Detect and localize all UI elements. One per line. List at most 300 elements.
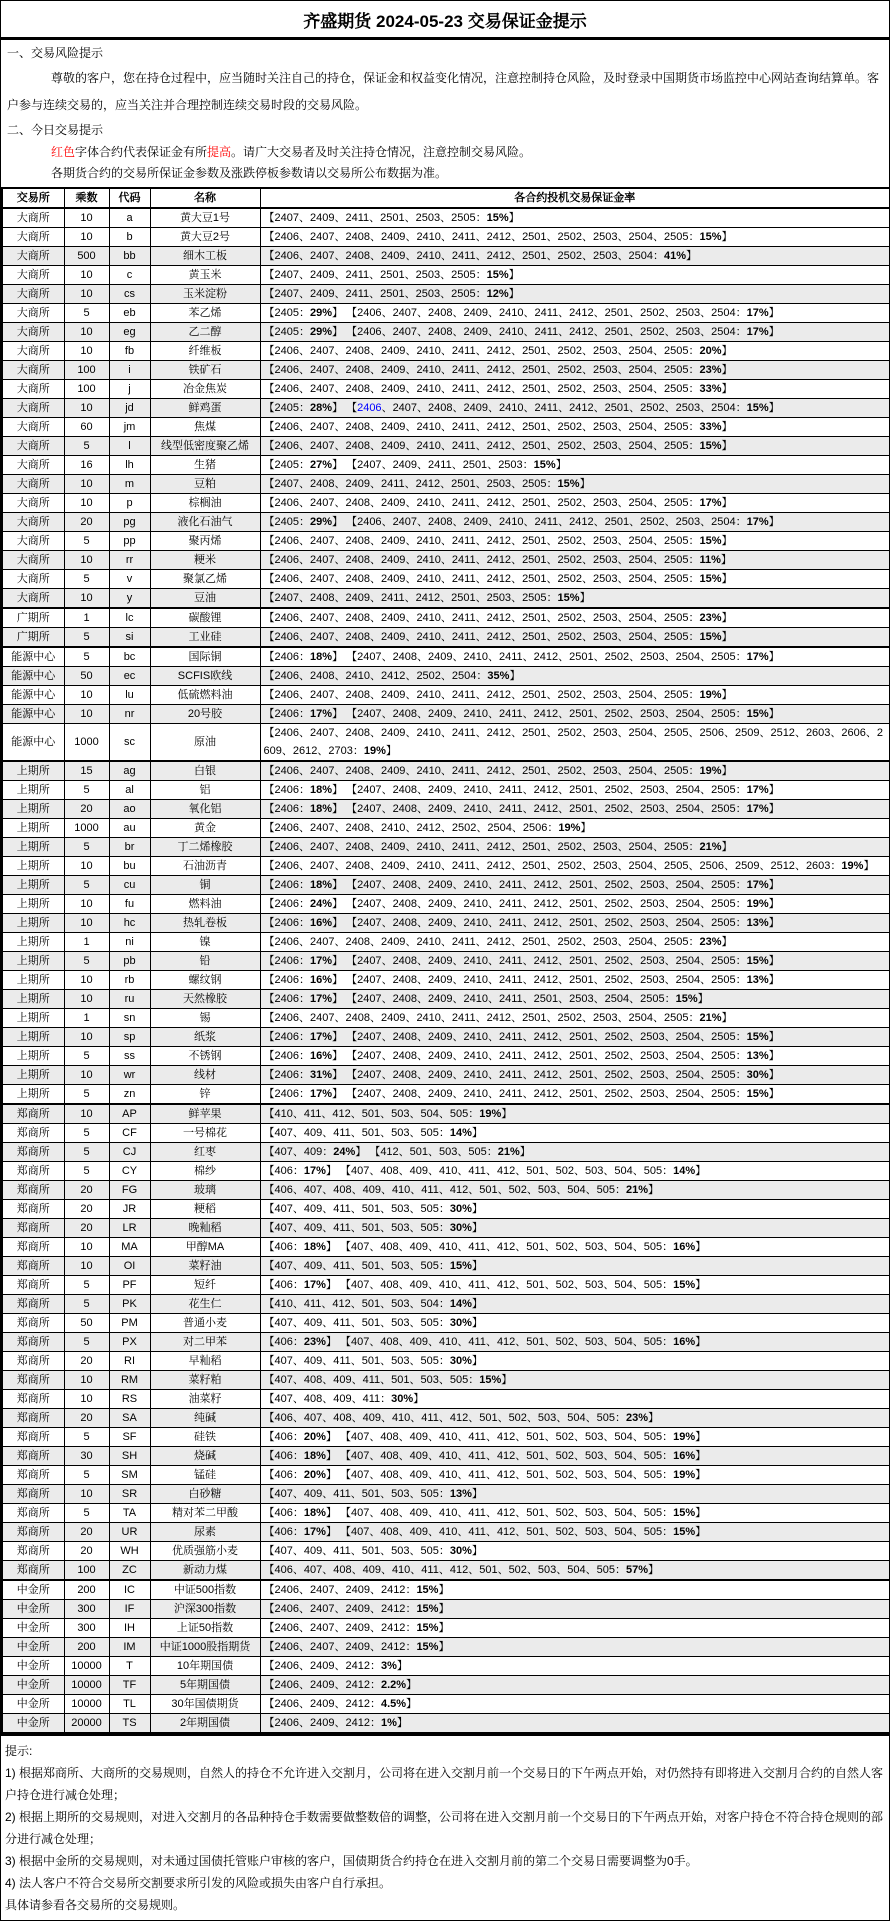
col-header-multiplier: 乘数 — [64, 188, 109, 208]
cell-exchange: 能源中心 — [2, 724, 64, 762]
contract-code: 2407 — [309, 936, 335, 948]
contract-code: 2408 — [392, 898, 418, 910]
contract-code: 504 — [614, 1469, 633, 1481]
cell-margin-rates: 【2406、2407、2408、2409、2410、2411、2412、2501、2502、2503、2504、2505：15%】 — [260, 437, 890, 456]
cell-margin-rates: 【2406、2409、2412：4.5%】 — [260, 1695, 890, 1714]
contract-code: 2502 — [557, 364, 583, 376]
cell-margin-rates: 【2406：18%】 【2407、2408、2409、2410、2411、2412、2501、2502、2503、2504、2505：17%】 — [260, 800, 890, 819]
contract-code: 2407 — [357, 459, 382, 471]
cell-exchange: 上期所 — [2, 952, 64, 971]
cell-name: 氧化铝 — [150, 800, 260, 819]
contract-code: 2409 — [428, 1069, 453, 1081]
contract-code: 406 — [274, 1450, 293, 1462]
margin-rate-value: 15% — [699, 231, 722, 243]
contract-code: 2412 — [486, 631, 512, 643]
contract-code: 2501 — [604, 516, 630, 528]
cell-margin-rates: 【406：17%】 【407、408、409、410、411、412、501、502、503、504、505：15%】 — [260, 1523, 890, 1542]
contract-code: 2501 — [522, 573, 547, 585]
cell-code: IH — [109, 1619, 150, 1638]
contract-code: 411 — [468, 1450, 486, 1462]
margin-rate-value: 30% — [449, 1317, 472, 1329]
contract-code: 2503 — [640, 1069, 665, 1081]
cell-margin-rates: 【2405：29%】 【2406、2407、2408、2409、2410、2411、2412、2501、2502、2503、2504：17%】 — [260, 323, 890, 342]
contract-code: 2407 — [309, 383, 335, 395]
contract-code: 503 — [585, 1431, 604, 1443]
contract-code: 2503 — [593, 841, 618, 853]
contract-code: 505 — [420, 1260, 439, 1272]
cell-multiplier: 5 — [64, 1085, 109, 1105]
contract-code: 505 — [420, 1127, 439, 1139]
cell-multiplier: 5 — [64, 1333, 109, 1352]
contract-code: 2408 — [309, 478, 335, 490]
margin-rate-value: 15% — [533, 459, 556, 471]
cell-name: 锌 — [150, 1085, 260, 1105]
cell-multiplier: 100 — [64, 1561, 109, 1581]
margin-rate-value: 23% — [626, 1412, 649, 1424]
contract-code: 406 — [274, 1279, 293, 1291]
contract-code: 2703 — [328, 745, 353, 757]
cell-exchange: 大商所 — [2, 475, 64, 494]
contract-code: 407 — [274, 1393, 293, 1405]
contract-code: 2505 — [664, 573, 689, 585]
table-row — [2, 990, 890, 1009]
cell-multiplier: 5 — [64, 781, 109, 800]
cell-code: RS — [109, 1390, 150, 1409]
cell-exchange: 中金所 — [2, 1600, 64, 1619]
contract-code: 2406 — [357, 402, 382, 414]
margin-rate-value: 15% — [746, 402, 769, 414]
contract-code: 2412 — [533, 784, 559, 796]
contract-code: 2505 — [664, 612, 689, 624]
contract-code: 2501 — [569, 1069, 594, 1081]
col-header-code: 代码 — [109, 188, 150, 208]
contract-code: 2501 — [522, 497, 547, 509]
cell-name: 纸浆 — [150, 1028, 260, 1047]
contract-code: 2502 — [604, 1031, 630, 1043]
contract-code: 2606 — [841, 727, 866, 739]
contract-code: 411 — [333, 1222, 351, 1234]
contract-code: 2505 — [711, 898, 736, 910]
contract-code: 505 — [643, 1526, 663, 1538]
contract-code: 411 — [362, 1393, 381, 1405]
contract-code: 2504 — [711, 516, 736, 528]
cell-exchange: 郑商所 — [2, 1200, 64, 1219]
cell-exchange: 大商所 — [2, 208, 64, 228]
contract-code: 2407 — [309, 822, 335, 834]
contract-code: 2408 — [392, 1069, 418, 1081]
margin-rate-value: 15% — [486, 212, 509, 224]
contract-code: 2504 — [628, 364, 653, 376]
contract-code: 2407 — [309, 497, 335, 509]
cell-multiplier: 5 — [64, 1276, 109, 1295]
contract-code: 2410 — [416, 860, 441, 872]
table-row — [2, 895, 890, 914]
margin-rate-value: 15% — [416, 1584, 439, 1596]
contract-code: 2502 — [557, 689, 583, 701]
contract-code: 2407 — [357, 974, 382, 986]
contract-code: 407 — [274, 1488, 293, 1500]
contract-code: 408 — [380, 1241, 399, 1253]
contract-code: 2410 — [416, 841, 441, 853]
contract-code: 2411 — [451, 231, 476, 243]
note-item-1: 1) 根据郑商所、大商所的交易规则，自然人的持仓不允许进入交割月，公司将在进入交割月前一个交易日的下午两点开始，对仍然持有即将进入交割月合约的自然人客户持仓进行减仓处理； — [5, 1766, 884, 1802]
contract-code: 2412 — [569, 326, 594, 338]
cell-multiplier: 10 — [64, 208, 109, 228]
cell-exchange: 上期所 — [2, 761, 64, 781]
margin-rate-value: 17% — [746, 307, 769, 319]
contract-code: 2502 — [604, 651, 630, 663]
contract-code: 2406 — [274, 573, 299, 585]
table-row — [2, 1295, 890, 1314]
contract-code: 2410 — [463, 974, 489, 986]
cell-name: 燃料油 — [150, 895, 260, 914]
table-row — [2, 608, 890, 628]
table-row — [2, 647, 890, 667]
contract-code: 505 — [596, 1564, 615, 1576]
contract-code: 2505 — [711, 917, 736, 929]
contract-code: 2504 — [711, 307, 736, 319]
cell-margin-rates: 【2406、2407、2408、2409、2410、2411、2412、2501、2502、2503、2504、2505：15%】 — [260, 228, 890, 247]
contract-code: 503 — [585, 1526, 604, 1538]
cell-multiplier: 5 — [64, 647, 109, 667]
contract-code: 412 — [496, 1526, 516, 1538]
cell-exchange: 郑商所 — [2, 1143, 64, 1162]
contract-code: 2407 — [309, 612, 335, 624]
contract-code: 411 — [468, 1469, 486, 1481]
contract-code: 409 — [303, 1203, 323, 1215]
contract-code: 2502 — [640, 307, 665, 319]
table-row — [2, 667, 890, 686]
contract-code: 2504 — [628, 554, 653, 566]
contract-code: 502 — [555, 1469, 575, 1481]
contract-code: 407 — [274, 1374, 293, 1386]
contract-code: 408 — [380, 1469, 399, 1481]
contract-code: 411 — [468, 1336, 486, 1348]
margin-rate-value: 14% — [449, 1298, 472, 1310]
contract-code: 2409 — [428, 917, 453, 929]
contract-code: 2504 — [675, 651, 701, 663]
margin-rate-value: 17% — [303, 1279, 326, 1291]
contract-code: 2504 — [628, 841, 653, 853]
contract-code: 2412 — [486, 573, 512, 585]
cell-margin-rates: 【2406、2409、2412：1%】 — [260, 1714, 890, 1734]
contract-code: 2412 — [345, 1698, 370, 1710]
contract-code: 2411 — [499, 993, 523, 1005]
contract-code: 2412 — [486, 421, 512, 433]
cell-multiplier: 20 — [64, 1542, 109, 1561]
cell-code: jm — [109, 418, 150, 437]
cell-name: 豆粕 — [150, 475, 260, 494]
contract-code: 411 — [333, 1203, 351, 1215]
contract-code: 2501 — [569, 898, 594, 910]
contract-code: 2501 — [462, 459, 488, 471]
contract-code: 409 — [303, 1317, 323, 1329]
margin-rate-value: 17% — [309, 1031, 333, 1043]
cell-code: sn — [109, 1009, 150, 1028]
contract-code: 501 — [526, 1279, 545, 1291]
contract-code: 409 — [409, 1450, 429, 1462]
cell-exchange: 大商所 — [2, 456, 64, 475]
margin-rate-value: 17% — [309, 708, 333, 720]
table-header-row — [2, 188, 890, 208]
contract-code: 411 — [468, 1241, 486, 1253]
contract-code: 2406 — [274, 345, 299, 357]
contract-code: 2409 — [380, 860, 406, 872]
cell-multiplier: 10 — [64, 1257, 109, 1276]
table-row — [2, 628, 890, 648]
cell-code: ec — [109, 667, 150, 686]
cell-margin-rates: 【2406、2407、2408、2409、2410、2411、2412、2501、2502、2503、2504、2505：19%】 — [260, 761, 890, 781]
contract-code: 2504 — [675, 1069, 701, 1081]
contract-code: 2408 — [345, 841, 370, 853]
contract-code: 2409 — [380, 231, 406, 243]
today-tip-disclaimer-line: 各期货合约的交易所保证金参数及涨跌停板参数请以交易所公布数据为准。 — [51, 166, 448, 180]
table-row — [2, 247, 890, 266]
contract-code: 2411 — [499, 917, 523, 929]
contract-code: 2505 — [522, 478, 547, 490]
contract-code: 410 — [439, 1507, 458, 1519]
contract-code: 2409 — [380, 727, 406, 739]
margin-rate-value: 30% — [449, 1203, 472, 1215]
contract-code: 504 — [567, 1412, 586, 1424]
margin-rate-value: 15% — [486, 269, 509, 281]
contract-code: 2503 — [593, 631, 618, 643]
contract-code: 2408 — [392, 803, 418, 815]
cell-margin-rates: 【2407、2409、2411、2501、2503、2505：15%】 — [260, 266, 890, 285]
contract-code: 2501 — [533, 993, 559, 1005]
contract-code: 2407 — [309, 860, 335, 872]
contract-code: 409 — [303, 1146, 323, 1158]
contract-code: 505 — [420, 1488, 439, 1500]
contract-code: 406 — [274, 1526, 293, 1538]
contract-code: 2505 — [451, 212, 476, 224]
contract-code: 2412 — [486, 841, 512, 853]
contract-code: 406 — [274, 1336, 293, 1348]
contract-code: 2503 — [415, 269, 441, 281]
contract-code: 2503 — [593, 765, 618, 777]
cell-multiplier: 10 — [64, 857, 109, 876]
cell-code: PK — [109, 1295, 150, 1314]
cell-code: SM — [109, 1466, 150, 1485]
cell-exchange: 上期所 — [2, 819, 64, 838]
cell-multiplier: 10 — [64, 1371, 109, 1390]
margin-rate-value: 17% — [309, 955, 333, 967]
contract-code: 502 — [555, 1241, 575, 1253]
cell-code: j — [109, 380, 150, 399]
contract-code: 2410 — [463, 879, 489, 891]
contract-code: 410 — [439, 1165, 458, 1177]
cell-exchange: 大商所 — [2, 418, 64, 437]
cell-multiplier: 10 — [64, 1066, 109, 1085]
contract-code: 505 — [420, 1355, 439, 1367]
contract-code: 505 — [643, 1279, 663, 1291]
table-row — [2, 1523, 890, 1542]
table-row — [2, 1466, 890, 1485]
contract-code: 2505 — [664, 936, 689, 948]
cell-name: 中证1000股指期货 — [150, 1638, 260, 1657]
margin-rate-value: 35% — [487, 670, 510, 682]
contract-code: 2412 — [533, 803, 559, 815]
table-row — [2, 304, 890, 323]
contract-code: 504 — [420, 1108, 439, 1120]
contract-code: 2502 — [557, 765, 583, 777]
contract-code: 2411 — [499, 708, 523, 720]
margin-rate-value: 15% — [673, 1526, 696, 1538]
contract-code: 2411 — [451, 765, 476, 777]
contract-code: 410 — [391, 1412, 411, 1424]
contract-code: 2408 — [428, 402, 453, 414]
cell-name: 线材 — [150, 1066, 260, 1085]
contract-code: 501 — [526, 1507, 545, 1519]
margin-rate-value: 15% — [479, 1374, 502, 1386]
contract-code: 2501 — [522, 250, 547, 262]
cell-margin-rates: 【2406、2407、2408、2409、2410、2411、2412、2501、2502、2503、2504：41%】 — [260, 247, 890, 266]
contract-code: 409 — [409, 1469, 429, 1481]
contract-code: 2408 — [345, 689, 370, 701]
contract-code: 2407 — [357, 955, 382, 967]
contract-code: 2501 — [522, 727, 547, 739]
contract-code: 407 — [274, 1545, 293, 1557]
contract-code: 407 — [303, 1184, 323, 1196]
contract-code: 411 — [333, 1317, 351, 1329]
table-row — [2, 1352, 890, 1371]
cell-exchange: 郑商所 — [2, 1561, 64, 1581]
contract-code: 2501 — [569, 879, 594, 891]
cell-code: ZC — [109, 1561, 150, 1581]
contract-code: 2409 — [428, 803, 453, 815]
cell-multiplier: 5 — [64, 1124, 109, 1143]
contract-code: 2411 — [451, 727, 476, 739]
contract-code: 2409 — [428, 879, 453, 891]
table-row — [2, 781, 890, 800]
contract-code: 411 — [468, 1431, 486, 1443]
contract-code: 2411 — [451, 860, 476, 872]
contract-code: 2408 — [392, 955, 418, 967]
margin-rate-value: 30% — [746, 1069, 769, 1081]
contract-code: 2505 — [664, 765, 689, 777]
contract-code: 2504 — [675, 1050, 701, 1062]
cell-code: UR — [109, 1523, 150, 1542]
cell-code: ni — [109, 933, 150, 952]
contract-code: 2505 — [664, 554, 689, 566]
contract-code: 2502 — [604, 708, 630, 720]
contract-code: 2501 — [522, 345, 547, 357]
contract-code: 2410 — [416, 250, 441, 262]
contract-code: 505 — [643, 1165, 663, 1177]
cell-exchange: 上期所 — [2, 838, 64, 857]
contract-code: 2411 — [451, 383, 476, 395]
highlighted-text: 提高 — [207, 145, 232, 159]
contract-code: 2408 — [428, 516, 453, 528]
contract-code: 2410 — [416, 383, 441, 395]
cell-exchange: 中金所 — [2, 1580, 64, 1600]
cell-code: TL — [109, 1695, 150, 1714]
contract-code: 501 — [409, 1146, 429, 1158]
cell-exchange: 大商所 — [2, 513, 64, 532]
contract-code: 412 — [496, 1450, 516, 1462]
contract-code: 501 — [391, 1374, 410, 1386]
contract-code: 2503 — [640, 1050, 665, 1062]
margin-rate-value: 21% — [497, 1146, 520, 1158]
cell-margin-rates: 【407、409、411、501、503、505：30%】 — [260, 1314, 890, 1333]
cell-code: ss — [109, 1047, 150, 1066]
contract-code: 2503 — [675, 326, 701, 338]
margin-rate-value: 17% — [309, 993, 333, 1005]
contract-code: 501 — [361, 1488, 381, 1500]
contract-code: 2409 — [380, 383, 406, 395]
margin-rate-value: 15% — [673, 1507, 696, 1519]
cell-name: 聚氯乙烯 — [150, 570, 260, 589]
contract-code: 2502 — [557, 250, 583, 262]
cell-name: 天然橡胶 — [150, 990, 260, 1009]
contract-code: 2408 — [392, 917, 418, 929]
contract-code: 2503 — [593, 535, 618, 547]
margin-rate-value: 21% — [626, 1184, 649, 1196]
cell-code: SA — [109, 1409, 150, 1428]
contract-code: 407 — [350, 1165, 370, 1177]
contract-code: 2505 — [711, 955, 736, 967]
cell-code: rb — [109, 971, 150, 990]
cell-multiplier: 5 — [64, 532, 109, 551]
contract-code: 2409 — [428, 784, 453, 796]
margin-rate-value: 16% — [673, 1450, 696, 1462]
contract-code: 2406 — [274, 822, 299, 834]
table-row — [2, 1371, 890, 1390]
cell-margin-rates: 【2406、2407、2408、2409、2410、2411、2412、2501、2502、2503、2504、2505：15%】 — [260, 570, 890, 589]
contract-code: 501 — [479, 1184, 498, 1196]
cell-name: 石油沥青 — [150, 857, 260, 876]
cell-code: bb — [109, 247, 150, 266]
contract-code: 2409 — [428, 1050, 453, 1062]
table-row — [2, 1619, 890, 1638]
contract-code: 2504 — [628, 497, 653, 509]
contract-code: 2502 — [604, 879, 630, 891]
cell-multiplier: 5 — [64, 304, 109, 323]
contract-code: 2411 — [451, 554, 476, 566]
contract-code: 501 — [361, 1545, 381, 1557]
margin-rate-value: 57% — [626, 1564, 649, 1576]
contract-code: 409 — [409, 1507, 429, 1519]
contract-code: 2406 — [274, 1717, 299, 1729]
contract-code: 2504 — [451, 670, 477, 682]
cell-margin-rates: 【407、409、411、501、503、505：30%】 — [260, 1219, 890, 1238]
cell-exchange: 郑商所 — [2, 1238, 64, 1257]
contract-code: 409 — [409, 1431, 429, 1443]
contract-code: 2411 — [345, 269, 370, 281]
cell-multiplier: 30 — [64, 1447, 109, 1466]
cell-code: WH — [109, 1542, 150, 1561]
contract-code: 2410 — [463, 1069, 489, 1081]
contract-code: 2407 — [392, 516, 418, 528]
contract-code: 2406 — [274, 917, 299, 929]
contract-code: 503 — [420, 1374, 439, 1386]
contract-code: 2407 — [274, 288, 299, 300]
contract-code: 412 — [496, 1336, 516, 1348]
cell-code: IM — [109, 1638, 150, 1657]
contract-code: 504 — [614, 1507, 633, 1519]
margin-rate-value: 17% — [746, 784, 769, 796]
contract-code: 410 — [439, 1279, 458, 1291]
contract-code: 2504 — [675, 1088, 701, 1100]
contract-code: 407 — [350, 1279, 370, 1291]
cell-multiplier: 5 — [64, 1504, 109, 1523]
cell-margin-rates: 【2406：18%】 【2407、2408、2409、2410、2411、2412、2501、2502、2503、2504、2505：17%】 — [260, 781, 890, 800]
contract-code: 2410 — [416, 554, 441, 566]
margin-rate-value: 15% — [449, 1260, 472, 1272]
cell-exchange: 郑商所 — [2, 1219, 64, 1238]
cell-multiplier: 1 — [64, 608, 109, 628]
contract-code: 2502 — [557, 1012, 583, 1024]
